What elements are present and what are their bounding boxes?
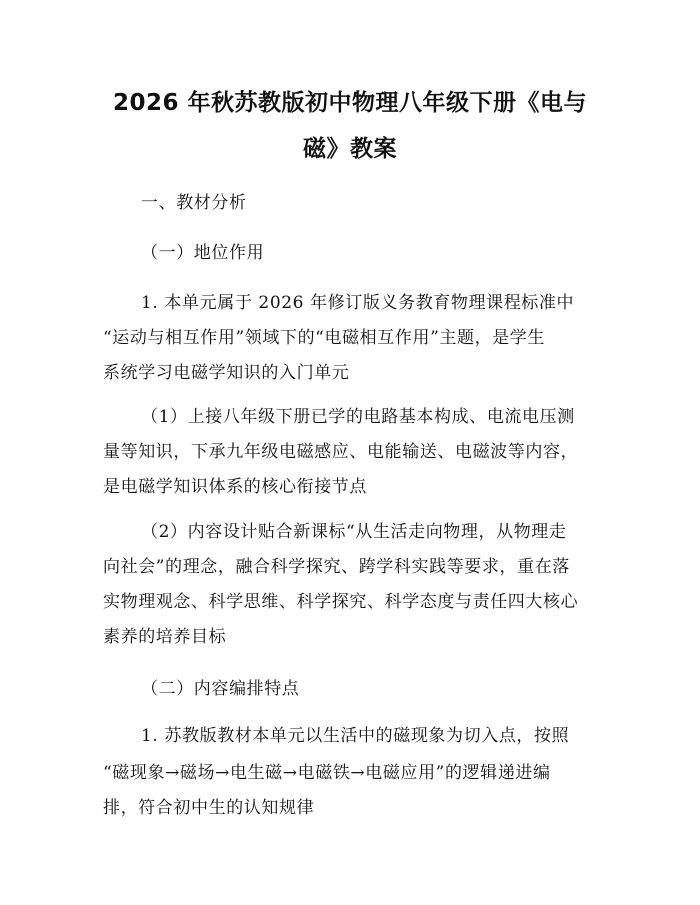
paragraph-line: 素养的培养目标 xyxy=(103,627,227,647)
paragraph-line: 系统学习电磁学知识的入门单元 xyxy=(103,363,350,383)
paragraph-line: “磁现象→磁场→电生磁→电磁铁→电磁应用”的逻辑递进编 xyxy=(103,763,551,783)
paragraph-line: 量等知识，下承九年级电磁感应、电能输送、电磁波等内容， xyxy=(103,442,579,462)
paragraph-line: 向社会”的理念，融合科学探究、跨学科实践等要求，重在落 xyxy=(103,557,570,577)
paragraph-line: 排，符合初中生的认知规律 xyxy=(103,798,315,818)
document-title-line1: 2026 年秋苏教版初中物理八年级下册《电与 xyxy=(112,90,588,116)
paragraph-line: 是电磁学知识体系的核心衔接节点 xyxy=(103,477,367,497)
paragraph-line: “运动与相互作用”领域下的“电磁相互作用”主题，是学生 xyxy=(103,328,545,348)
subsection-heading: （二）内容编排特点 xyxy=(141,679,300,699)
paragraph-line: 实物理观念、科学思维、科学探究、科学态度与责任四大核心 xyxy=(103,592,579,612)
paragraph-line: 1. 本单元属于 2026 年修订版义务教育物理课程标准中 xyxy=(141,293,575,313)
paragraph-line: 1. 苏教版教材本单元以生活中的磁现象为切入点，按照 xyxy=(141,726,570,746)
document-title-line2: 磁》教案 xyxy=(303,136,397,162)
subsection-heading: （一）地位作用 xyxy=(141,243,265,263)
paragraph-line: （2）内容设计贴合新课标“从生活走向物理，从物理走 xyxy=(141,522,567,542)
paragraph-line: （1）上接八年级下册已学的电路基本构成、电流电压测 xyxy=(141,407,575,427)
section-heading: 一、教材分析 xyxy=(141,193,247,213)
